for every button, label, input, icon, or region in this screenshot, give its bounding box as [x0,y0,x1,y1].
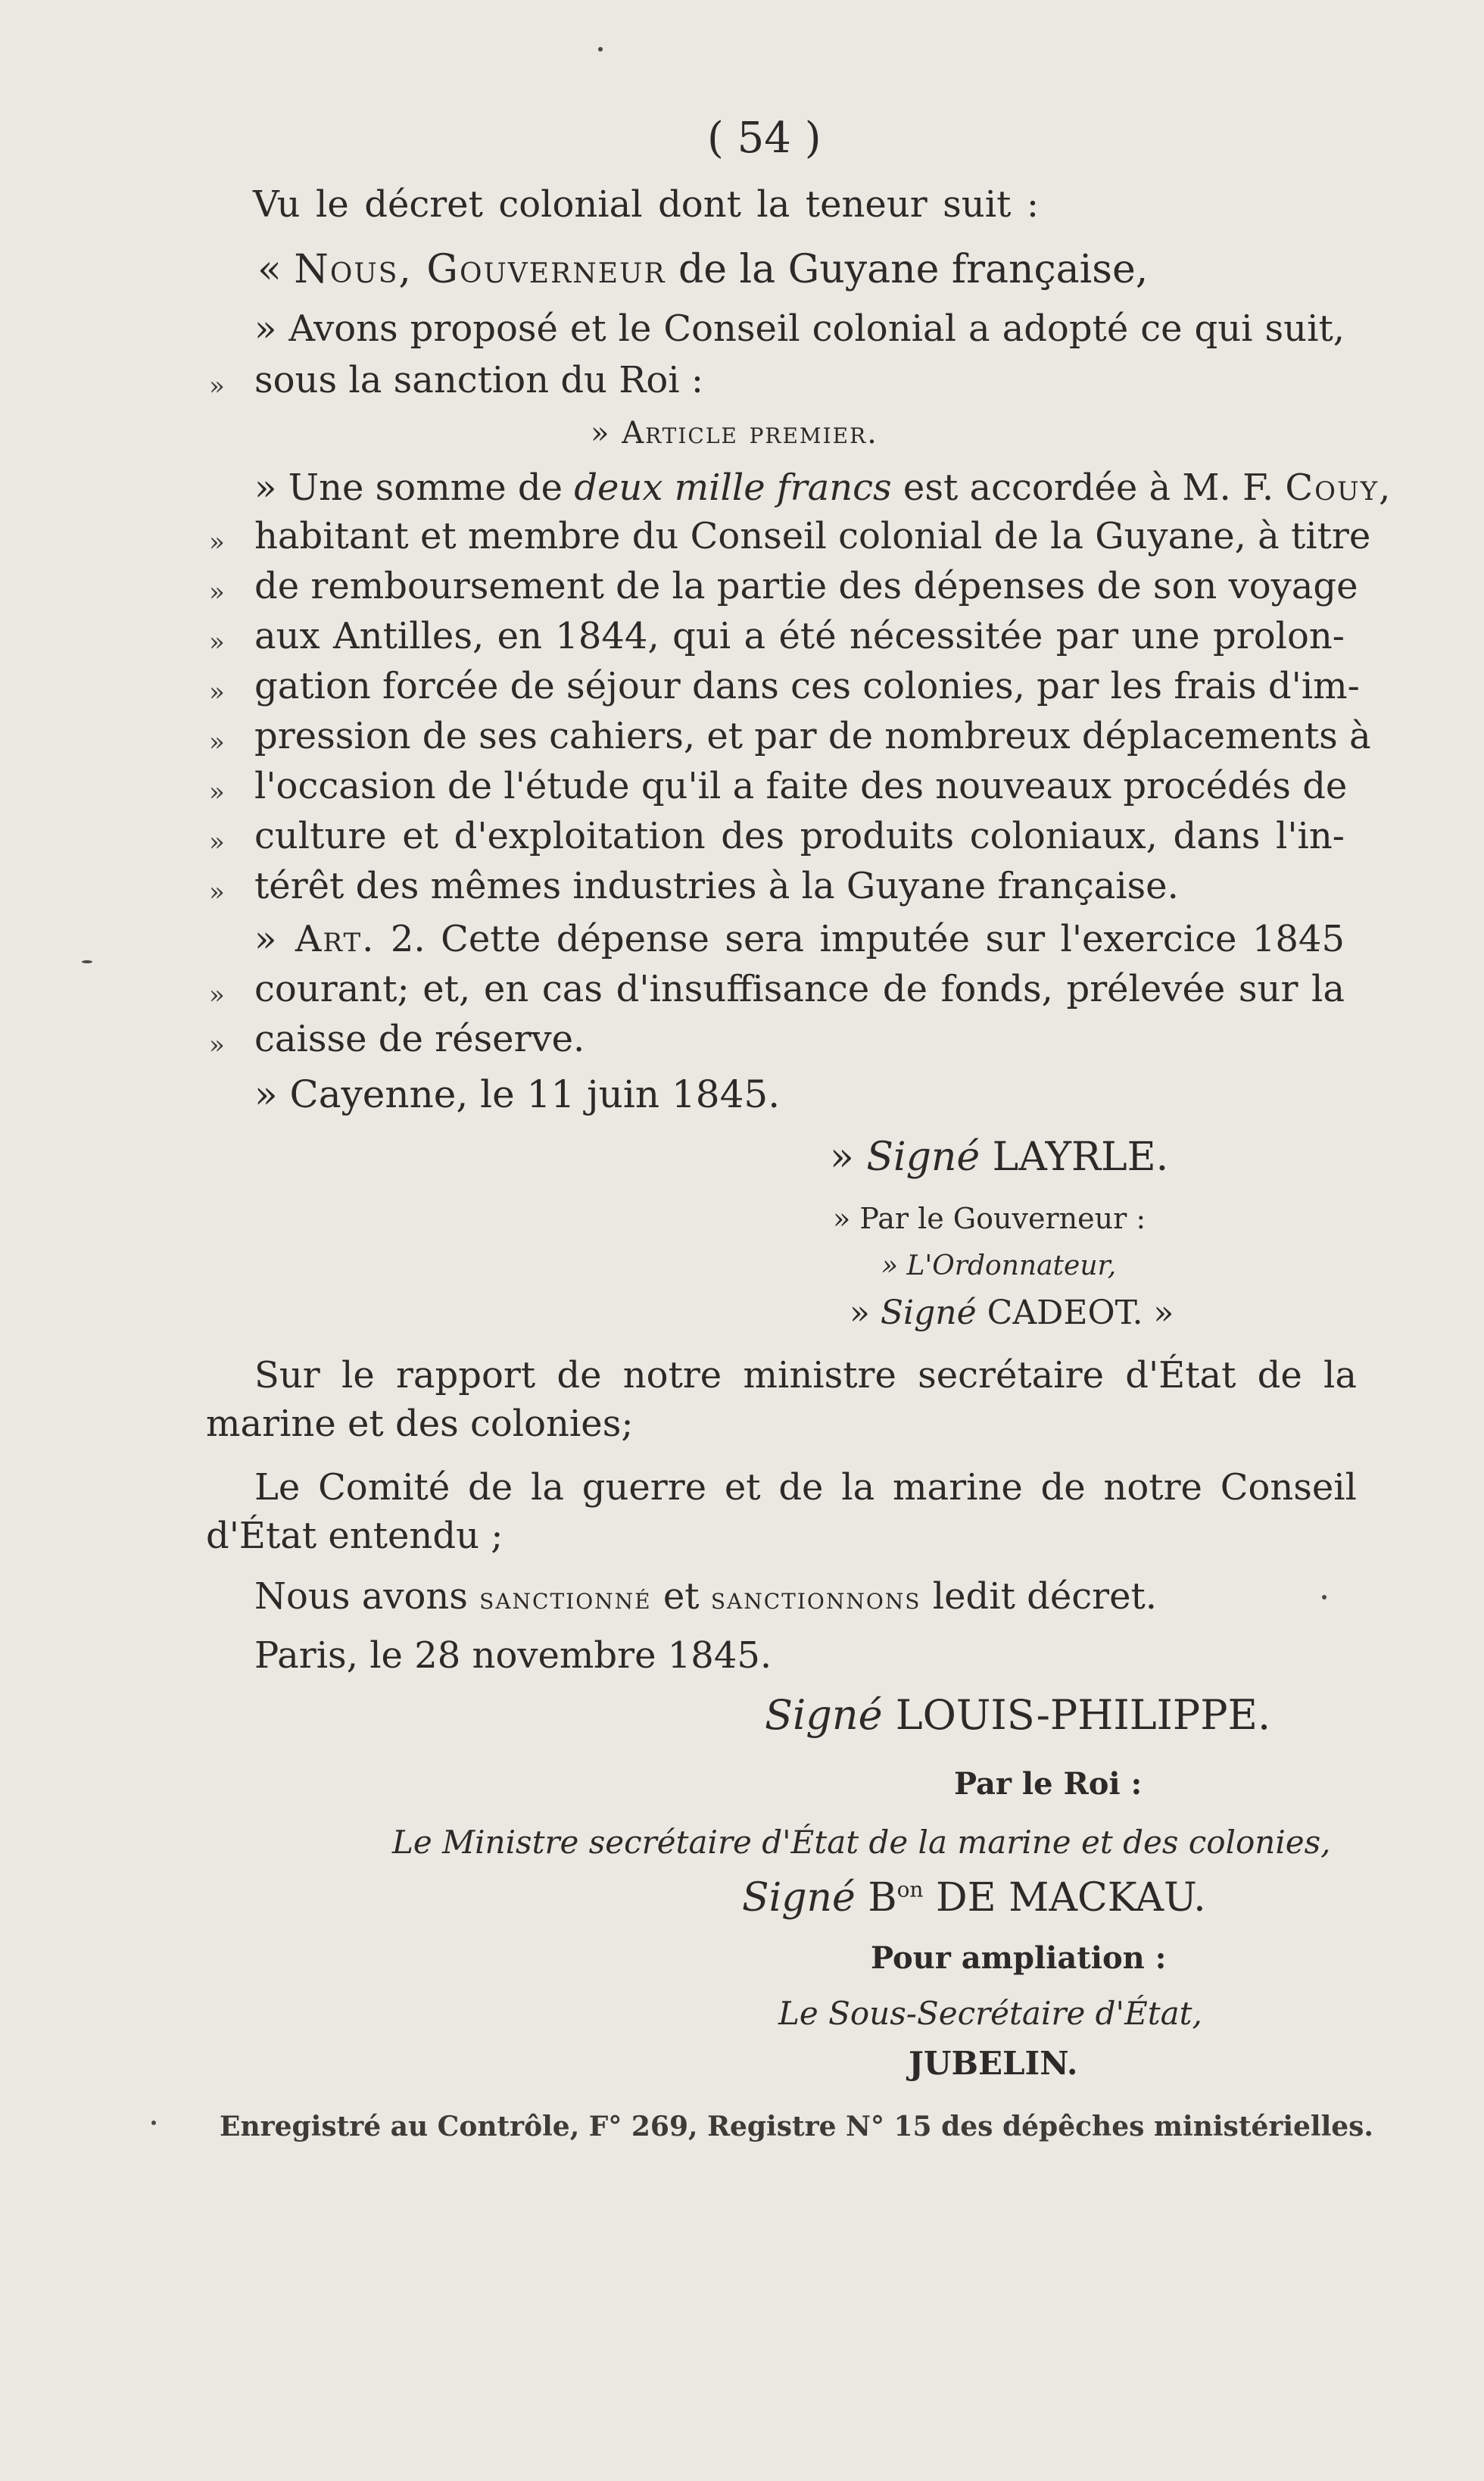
p1-line-2: sous la sanction du Roi : [254,359,704,401]
p1-line-1: » Avons proposé et le Conseil colonial a adopté ce qui suit, [254,307,1345,350]
signe-label: Signé [866,1134,980,1180]
p2-line: aux Antilles, en 1844, qui a été nécessitée par une prolon- [254,615,1345,657]
signatory-name: DE MACKAU. [923,1875,1206,1921]
quote-mark: » [209,1030,225,1060]
jubelin-name: JUBELIN. [909,2045,1078,2082]
sanction-text: ledit décret. [921,1575,1158,1618]
comite-line: Le Comité de la guerre et de la marine de notre Conseil [254,1466,1357,1509]
p2-line: habitant et membre du Conseil colonial de la Guyane, à titre [254,515,1371,557]
intro-line: Vu le décret colonial dont la teneur suit : [253,183,1039,226]
ordonnateur-line: » L'Ordonnateur, [881,1250,1117,1281]
signature-louis-philippe [765,1691,1271,1739]
p2-line: l'occasion de l'étude qu'il a faite des nouveaux procédés de [254,765,1348,807]
comite-line: d'État entendu ; [206,1515,504,1557]
sig-prefix: » [850,1294,881,1332]
pour-ampliation: Pour ampliation : [871,1940,1167,1976]
p3-line: caisse de réserve. [254,1018,585,1060]
signe-label: Signé [765,1691,883,1739]
sanction-text: et [651,1575,711,1618]
par-le-gouverneur: » Par le Gouverneur : [833,1202,1146,1235]
baron-abbrev: B [855,1875,897,1921]
page-number: ( 54 ) [707,114,822,163]
sanction-sc: sanctionnons [710,1581,921,1616]
p2-line: de remboursement de la partie des dépenses de son voyage [254,565,1358,607]
p3-line: courant; et, en cas d'insuffisance de fonds, prélevée sur la [254,968,1345,1010]
paper-speck [82,960,92,963]
paris-date: Paris, le 28 novembre 1845. [254,1634,772,1677]
p3-rest: 2. Cette dépense sera imputée sur l'exercice 1845 [375,918,1345,960]
article-heading: » Article premier. [591,416,878,451]
p3-art: » Art. [254,918,376,960]
sanction-sc: sanctionné [479,1581,652,1616]
quote-mark: » [209,827,225,857]
quote-mark: » [209,627,225,657]
registration-footer: Enregistré au Contrôle, F° 269, Registre N° 15 des dépêches ministérielles. [220,2111,1373,2142]
governor-line [257,247,1149,292]
rapport-line: Sur le rapport de notre ministre secrétaire d'État de la [254,1354,1357,1397]
signature-mackau [742,1875,1206,1921]
paper-speck [598,47,603,51]
signatory-name: LOUIS-PHILIPPE. [882,1691,1271,1739]
signe-label: Signé [742,1875,856,1921]
p2-name: Couy, [1285,467,1392,509]
sanction-line [254,1575,1158,1618]
par-le-roi: Par le Roi : [954,1766,1143,1802]
p2-after: est accordée à M. F. [891,467,1286,509]
quote-mark: » [209,877,225,907]
governor-open: « [257,247,295,292]
signature-cadeot [850,1294,1174,1332]
baron-sup: on [896,1877,924,1902]
signatory-name: CADEOT. » [976,1294,1174,1332]
ministre-line: Le Ministre secrétaire d'État de la marine et des colonies, [392,1824,1331,1861]
sous-secretaire: Le Sous-Secrétaire d'État, [778,1995,1202,2032]
quote-mark: » [209,527,225,557]
p2-italic-sum: deux mille francs [574,467,892,509]
quote-mark: » [209,777,225,807]
p2-line: pression de ses cahiers, et par de nombreux déplacements à [254,715,1371,757]
rapport-line: marine et des colonies; [206,1403,634,1445]
governor-rest: de la Guyane française, [666,247,1149,292]
sanction-text: Nous avons [254,1575,480,1618]
p2-line: culture et d'exploitation des produits coloniaux, dans l'in- [254,815,1345,857]
paper-speck [1322,1595,1327,1599]
sig-prefix: » [830,1134,867,1180]
quote-mark: » [209,727,225,757]
paper-speck [151,2121,156,2125]
signe-label: Signé [880,1294,977,1332]
p2-line: térêt des mêmes industries à la Guyane française. [254,865,1179,907]
signature-layrle [830,1134,1169,1180]
p2-before: » Une somme de [254,467,575,509]
p3-first-line [254,918,1345,960]
governor-smallcaps: Nous, Gouverneur [294,247,666,292]
cayenne-date: » Cayenne, le 11 juin 1845. [254,1072,781,1116]
quote-mark: » [209,577,225,607]
quote-mark: » [209,677,225,707]
signatory-name: LAYRLE. [980,1134,1169,1180]
quote-mark: » [209,980,225,1010]
p2-first-line [254,467,1392,509]
quote-mark: » [209,371,225,401]
p2-line: gation forcée de séjour dans ces colonies, par les frais d'im- [254,665,1360,707]
